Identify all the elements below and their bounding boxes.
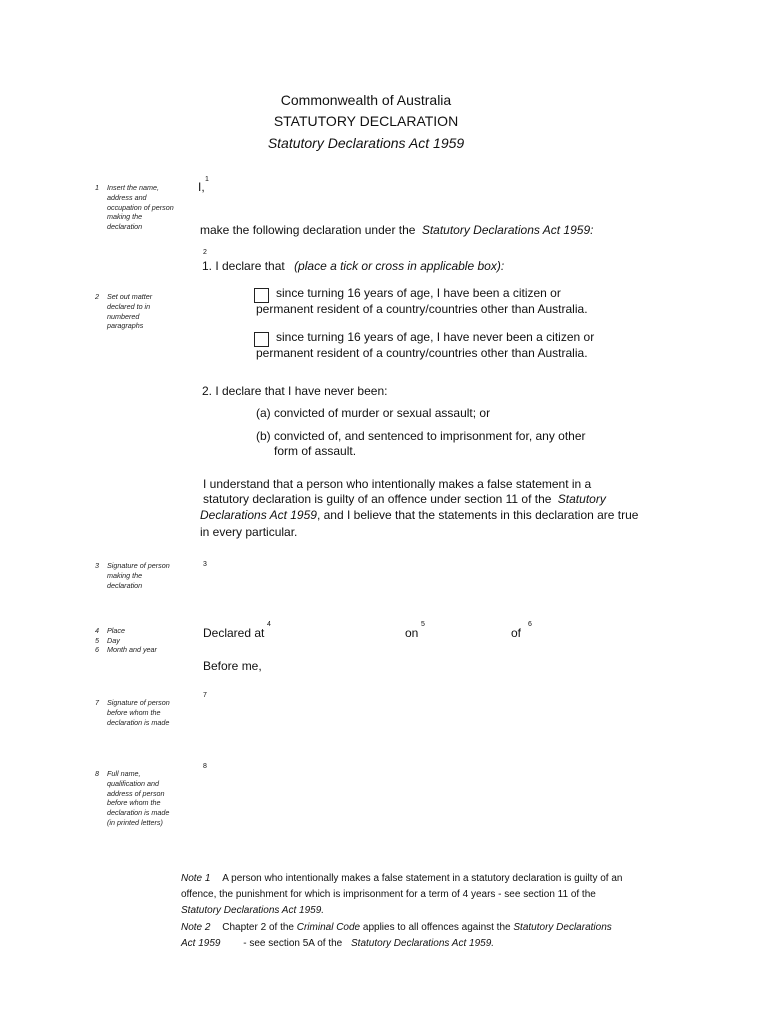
note-1-line-1 [181,870,622,887]
note-2-sep: - see section 5A of the [243,938,343,949]
option-2-checkbox[interactable] [254,332,269,347]
witness-details-area[interactable] [218,762,618,842]
superscript-4: 4 [267,621,271,628]
declaration-intro [200,223,593,237]
option-2-line-1: since turning 16 years of age, I have never been a citizen or [276,330,595,344]
side-note-number: 1 [95,183,99,192]
form-act-title: Statutory Declarations Act 1959 [267,135,465,151]
side-note-number: 7 [95,698,99,707]
note-2-label: Note 2 [181,922,211,933]
note-2-line-1 [181,919,612,936]
option-1-line-2: permanent resident of a country/countries other than Australia. [256,302,588,316]
superscript-2: 2 [203,249,207,256]
note-1-line-3: Statutory Declarations Act 1959. [181,905,325,916]
option-2-line-2: permanent resident of a country/countries other than Australia. [256,346,588,360]
acknowledgement-line-1: I understand that a person who intentionally makes a false statement in a [203,477,592,491]
note-2-act-ref: Statutory Declarations [513,922,612,933]
note-1-text: A person who intentionally makes a false statement in a statutory declaration is guilty of an [222,873,623,884]
side-note-number: 3 [95,561,99,570]
side-note-number: 6 [95,645,99,654]
side-note-text: Signature of person making the declaration [107,561,170,590]
note-1-line-2: offence, the punishment for which is imprisonment for a term of 4 years - see section 11 of the [181,889,596,900]
declared-at-label: Declared at [203,626,265,640]
of-label: of [511,626,522,640]
side-note-number: 4 [95,626,99,635]
side-note-number: 2 [95,292,99,301]
declarant-label: I, [198,180,205,194]
paragraph-2-heading: 2. I declare that I have never been: [202,384,388,398]
side-note-number: 5 [95,635,99,645]
side-note-text: Month and year [107,645,157,654]
superscript-3: 3 [203,561,207,568]
superscript-8: 8 [203,763,207,770]
form-title: STATUTORY DECLARATION [273,113,459,129]
acknowledgement-line-4: in every particular. [200,525,298,539]
side-note-text: Insert the name, address and occupation of person making the declaration [107,183,174,232]
superscript-7: 7 [203,692,207,699]
superscript-5: 5 [421,621,425,628]
superscript-1: 1 [205,176,209,183]
side-note-text: Day [107,635,120,645]
acknowledgement-line-2-text: statutory declaration is guilty of an offence under section 11 of the [203,492,552,506]
witness-signature-area[interactable] [218,690,618,740]
place-field[interactable] [276,620,396,642]
paragraph-1-text: 1. I declare that [202,259,285,273]
acknowledgement-line-2 [203,492,606,506]
acknowledgement-line-3 [200,508,638,522]
option-1-line-1: since turning 16 years of age, I have been a citizen or [276,286,561,300]
note-2-act-ref-2: Statutory Declarations Act 1959. [351,938,495,949]
note-2-act-ref-cont: Act 1959 [181,938,221,949]
superscript-6: 6 [528,621,532,628]
acknowledgement-act-ref: Statutory [557,492,606,506]
declarant-signature-area[interactable] [218,560,618,604]
acknowledgement-act-ref-2: Declarations Act 1959 [200,508,317,522]
day-field[interactable] [430,620,505,642]
paragraph-2-item-a: (a) convicted of murder or sexual assault; or [256,406,491,420]
note-2-criminal-code: Criminal Code [296,922,361,933]
side-note-text: Set out matter declared to in numbered paragraphs [107,292,153,331]
side-note-text: Full name, qualification and address of person before whom the declaration is made (in printed letters) [107,769,170,827]
paragraph-1-instruction: (place a tick or cross in applicable box): [294,259,505,273]
on-label: on [405,626,419,640]
side-note-number: 8 [95,769,99,778]
form-jurisdiction: Commonwealth of Australia [280,92,452,108]
declaration-act-name: Statutory Declarations Act 1959: [421,223,594,237]
paragraph-1-heading [202,259,504,273]
note-2-prefix: Chapter 2 of the [222,922,294,933]
month-year-field[interactable] [537,620,637,642]
declaration-intro-text: make the following declaration under the [200,223,416,237]
before-me-label: Before me, [203,659,262,673]
paragraph-2-item-b-line-1: (b) convicted of, and sentenced to imprisonment for, any other [256,429,586,443]
paragraph-2-item-b-line-2: form of assault. [274,444,357,458]
option-1-checkbox[interactable] [254,288,269,303]
side-note-text: Place [107,626,125,635]
note-2-mid: applies to all offences against the [362,922,511,933]
side-note-text: Signature of person before whom the declaration is made [107,698,170,727]
acknowledgement-line-3-text: , and I believe that the statements in this declaration are true [316,508,639,522]
note-2-line-2 [181,935,494,952]
note-1-label: Note 1 [181,873,211,884]
